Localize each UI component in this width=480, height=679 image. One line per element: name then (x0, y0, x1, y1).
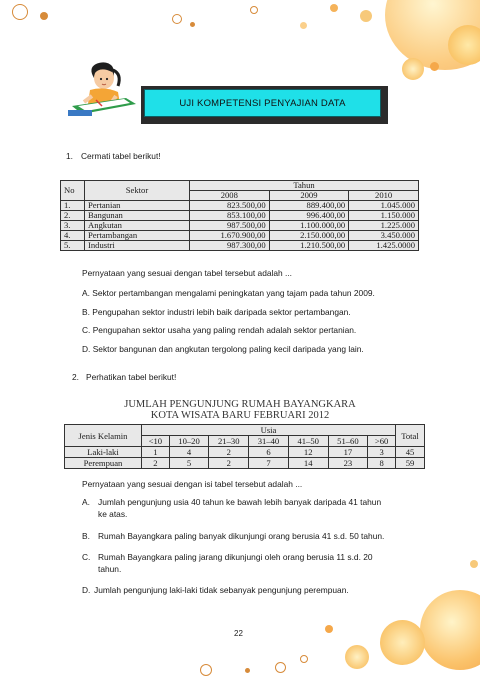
cell-value: 1.670.900,00 (190, 231, 270, 241)
title-box (141, 86, 388, 124)
visitor-table-title-line1: JUMLAH PENGUNJUNG RUMAH BAYANGKARA (124, 399, 356, 410)
cell-value: 3.450.000 (349, 231, 419, 241)
cell-value: 996.400,00 (269, 211, 349, 221)
cell-value: 1.150.000 (349, 211, 419, 221)
year-2008: 2008 (190, 191, 270, 201)
cell-sector: Pertambangan (85, 231, 190, 241)
age-group: 10–20 (169, 436, 209, 447)
year-2010: 2010 (349, 191, 419, 201)
cell-value: 889.400,00 (269, 201, 349, 211)
cell-gender: Laki-laki (65, 447, 142, 458)
col-header-age: Usia (142, 425, 396, 436)
cell-sector: Pertanian (85, 201, 190, 211)
cell-total: 45 (396, 447, 425, 458)
col-header-no: No (61, 181, 85, 201)
page-title: UJI KOMPETENSI PENYAJIAN DATA (144, 89, 381, 117)
cell-value: 823.500,00 (190, 201, 270, 211)
table-row (61, 221, 419, 231)
visitor-table-title-line2: KOTA WISATA BARU FEBRUARI 2012 (150, 410, 330, 421)
q1-statement: Pernyataan yang sesuai dengan tabel tersebut adalah ... (82, 268, 292, 278)
q1-option-d: D. Sektor bangunan dan angkutan tergolong paling kecil daripada yang lain. (82, 344, 364, 354)
cell-count: 7 (249, 458, 289, 469)
q1-prompt: Cermati tabel berikut! (81, 151, 161, 161)
q1-number: 1. (66, 151, 73, 161)
sector-table (60, 180, 419, 251)
q2-option-c-letter: C. (82, 552, 91, 562)
q2-option-c-line1: Rumah Bayangkara paling jarang dikunjungi oleh orang berusia 11 s.d. 20 (98, 552, 373, 562)
page-number: 22 (234, 629, 243, 638)
col-header-sector: Sektor (85, 181, 190, 201)
col-header-gender: Jenis Kelamin (65, 425, 142, 447)
age-group: 51–60 (328, 436, 368, 447)
cell-count: 2 (209, 447, 249, 458)
q1-option-a: A. Sektor pertambangan mengalami peningkatan yang tajam pada tahun 2009. (82, 288, 375, 298)
q2-prompt: Perhatikan tabel berikut! (86, 372, 177, 382)
cell-count: 8 (368, 458, 396, 469)
student-illustration (66, 60, 140, 118)
cell-count: 5 (169, 458, 209, 469)
age-group: 31–40 (249, 436, 289, 447)
cell-count: 14 (288, 458, 328, 469)
cell-no: 1. (61, 201, 85, 211)
cell-value: 1.425.0000 (349, 241, 419, 251)
table-header-row (65, 425, 425, 436)
age-group: <10 (142, 436, 170, 447)
table-row (65, 447, 425, 458)
cell-no: 4. (61, 231, 85, 241)
visitor-table (64, 424, 425, 469)
q2-option-b-line1: Rumah Bayangkara paling banyak dikunjungi orang berusia 41 s.d. 50 tahun. (98, 531, 385, 541)
table-row (61, 211, 419, 221)
cell-count: 2 (142, 458, 170, 469)
cell-count: 1 (142, 447, 170, 458)
cell-value: 2.150.000,00 (269, 231, 349, 241)
q1-option-b: B. Pengupahan sektor industri lebih baik daripada sektor pertambangan. (82, 307, 351, 317)
cell-value: 987.500,00 (190, 221, 270, 231)
cell-no: 3. (61, 221, 85, 231)
q2-option-a-line1: Jumlah pengunjung usia 40 tahun ke bawah lebih banyak daripada 41 tahun (98, 497, 382, 507)
q2-option-c-line2: tahun. (98, 564, 122, 574)
table-row (61, 241, 419, 251)
cell-sector: Industri (85, 241, 190, 251)
cell-value: 987.300,00 (190, 241, 270, 251)
age-group: 41–50 (288, 436, 328, 447)
cell-count: 3 (368, 447, 396, 458)
q2-option-d-line1: Jumlah pengunjung laki-laki tidak sebanyak pengunjung perempuan. (94, 585, 349, 595)
cell-total: 59 (396, 458, 425, 469)
cell-value: 1.045.000 (349, 201, 419, 211)
cell-value: 853.100,00 (190, 211, 270, 221)
cell-count: 2 (209, 458, 249, 469)
cell-value: 1.210.500,00 (269, 241, 349, 251)
col-header-total: Total (396, 425, 425, 447)
q1-option-c: C. Pengupahan sektor usaha yang paling rendah adalah sektor pertanian. (82, 325, 357, 335)
cell-value: 1.100.000,00 (269, 221, 349, 231)
cell-count: 23 (328, 458, 368, 469)
cell-sector: Bangunan (85, 211, 190, 221)
age-group: >60 (368, 436, 396, 447)
cell-count: 4 (169, 447, 209, 458)
cell-no: 5. (61, 241, 85, 251)
year-2009: 2009 (269, 191, 349, 201)
table-row (65, 458, 425, 469)
cell-sector: Angkutan (85, 221, 190, 231)
q2-option-b-letter: B. (82, 531, 90, 541)
cell-value: 1.225.000 (349, 221, 419, 231)
q2-statement: Pernyataan yang sesuai dengan isi tabel tersebut adalah ... (82, 479, 303, 489)
q2-option-a-line2: ke atas. (98, 509, 128, 519)
table-header-row (61, 181, 419, 191)
age-group: 21–30 (209, 436, 249, 447)
q2-option-a-letter: A. (82, 497, 90, 507)
table-row (61, 201, 419, 211)
col-header-year: Tahun (190, 181, 419, 191)
q2-option-d-letter: D. (82, 585, 91, 595)
visitor-table-title (60, 399, 420, 421)
cell-count: 17 (328, 447, 368, 458)
cell-gender: Perempuan (65, 458, 142, 469)
table-row (61, 231, 419, 241)
cell-count: 12 (288, 447, 328, 458)
cell-count: 6 (249, 447, 289, 458)
cell-no: 2. (61, 211, 85, 221)
q2-number: 2. (72, 372, 79, 382)
